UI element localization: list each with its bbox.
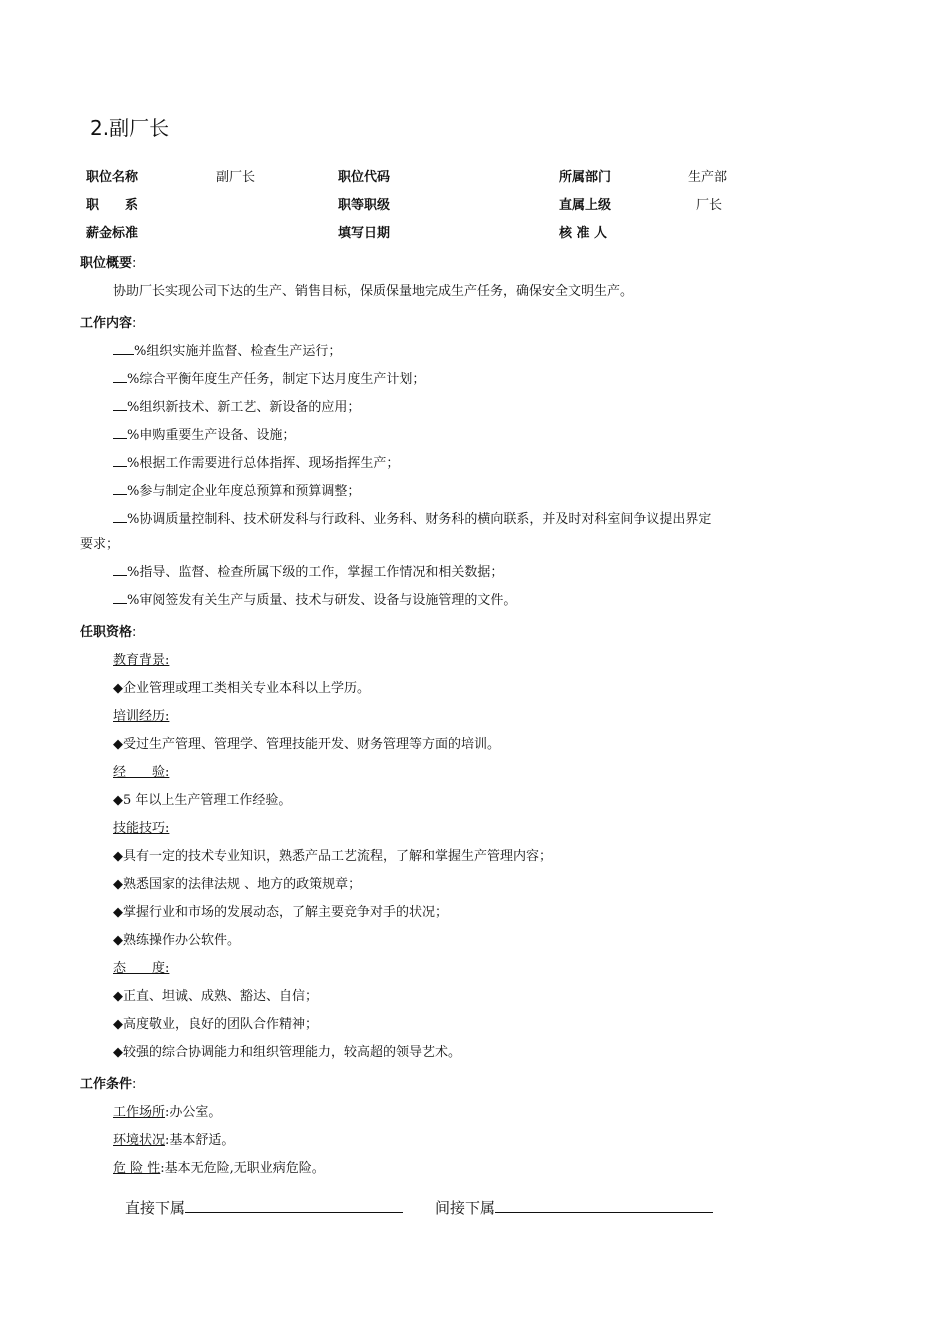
- environment-value: :基本舒适。: [165, 1133, 235, 1148]
- skills-item: ◆熟练操作办公软件。: [113, 933, 240, 948]
- duty-item: %审阅签发有关生产与质量、技术与研发、设备与设施管理的文件。: [113, 589, 516, 608]
- job-family-label: 职 系: [86, 198, 139, 213]
- education-label: 教育背景:: [113, 653, 170, 668]
- indirect-subordinates-label: 间接下属: [435, 1199, 496, 1217]
- department-label: 所属部门: [559, 170, 612, 185]
- hazard-value: :基本无危险,无职业病危险。: [160, 1161, 325, 1176]
- summary-heading: 职位概要:: [80, 256, 137, 271]
- attitude-item: ◆正直、坦诚、成熟、豁达、自信；: [113, 989, 318, 1004]
- direct-subordinates-label: 直接下属: [125, 1199, 186, 1217]
- workplace-label: 工作场所: [113, 1105, 166, 1120]
- summary-text: 协助厂长实现公司下达的生产、销售目标，保质保量地完成生产任务，确保安全文明生产。: [113, 284, 634, 299]
- page-title: 2.副厂长: [90, 116, 170, 140]
- workplace-row: [113, 1101, 221, 1120]
- department-value: 生产部: [688, 170, 728, 185]
- experience-item: ◆5 年以上生产管理工作经验。: [113, 793, 292, 808]
- salary-label: 薪金标准: [86, 226, 139, 241]
- skills-item: ◆熟悉国家的法律法规 、地方的政策规章；: [113, 877, 362, 892]
- environment-label: 环境状况: [113, 1133, 166, 1148]
- training-label: 培训经历:: [113, 709, 170, 724]
- training-item: ◆受过生产管理、管理学、管理技能开发、财务管理等方面的培训。: [113, 737, 500, 752]
- attitude-item: ◆较强的综合协调能力和组织管理能力，较高超的领导艺术。: [113, 1045, 461, 1060]
- conditions-heading: 工作条件:: [80, 1077, 137, 1092]
- duty-item: %协调质量控制科、技术研发科与行政科、业务科、财务科的横向联系，并及时对科室间争议提出界定: [113, 508, 711, 527]
- direct-subordinates-field: [125, 1196, 403, 1218]
- direct-subordinates-line[interactable]: [185, 1196, 403, 1213]
- attitude-label: 态 度:: [113, 961, 170, 976]
- duty-item: %组织新技术、新工艺、新设备的应用；: [113, 396, 360, 415]
- environment-row: [113, 1129, 234, 1148]
- supervisor-label: 直属上级: [559, 198, 612, 213]
- experience-label: 经 验:: [113, 765, 170, 780]
- skills-label: 技能技巧:: [113, 821, 170, 836]
- duty-item: %组织实施并监督、检查生产运行；: [113, 340, 341, 359]
- approver-label: 核 准 人: [559, 226, 608, 241]
- fill-date-label: 填写日期: [338, 226, 391, 241]
- qualifications-heading: 任职资格:: [80, 625, 137, 640]
- indirect-subordinates-line[interactable]: [495, 1196, 713, 1213]
- workplace-value: :办公室。: [165, 1105, 222, 1120]
- education-item: ◆企业管理或理工类相关专业本科以上学历。: [113, 681, 370, 696]
- duty-item: %综合平衡年度生产任务，制定下达月度生产计划；: [113, 368, 425, 387]
- duty-item: %参与制定企业年度总预算和预算调整；: [113, 480, 360, 499]
- duty-item: %申购重要生产设备、设施；: [113, 424, 295, 443]
- indirect-subordinates-field: [435, 1196, 713, 1218]
- duties-heading: 工作内容:: [80, 316, 137, 331]
- skills-item: ◆掌握行业和市场的发展动态，了解主要竞争对手的状况；: [113, 905, 448, 920]
- hazard-row: [113, 1157, 325, 1176]
- duty-item-continuation: 要求；: [80, 537, 120, 552]
- position-code-label: 职位代码: [338, 170, 391, 185]
- position-name-value: 副厂长: [216, 170, 256, 185]
- grade-label: 职等职级: [338, 198, 391, 213]
- position-name-label: 职位名称: [86, 170, 139, 185]
- duty-item: %指导、监督、检查所属下级的工作，掌握工作情况和相关数据；: [113, 561, 503, 580]
- supervisor-value: 厂长: [696, 198, 723, 213]
- duty-item: %根据工作需要进行总体指挥、现场指挥生产；: [113, 452, 399, 471]
- attitude-item: ◆高度敬业，良好的团队合作精神；: [113, 1017, 318, 1032]
- skills-item: ◆具有一定的技术专业知识，熟悉产品工艺流程，了解和掌握生产管理内容；: [113, 849, 552, 864]
- hazard-label: 危 险 性: [113, 1161, 161, 1176]
